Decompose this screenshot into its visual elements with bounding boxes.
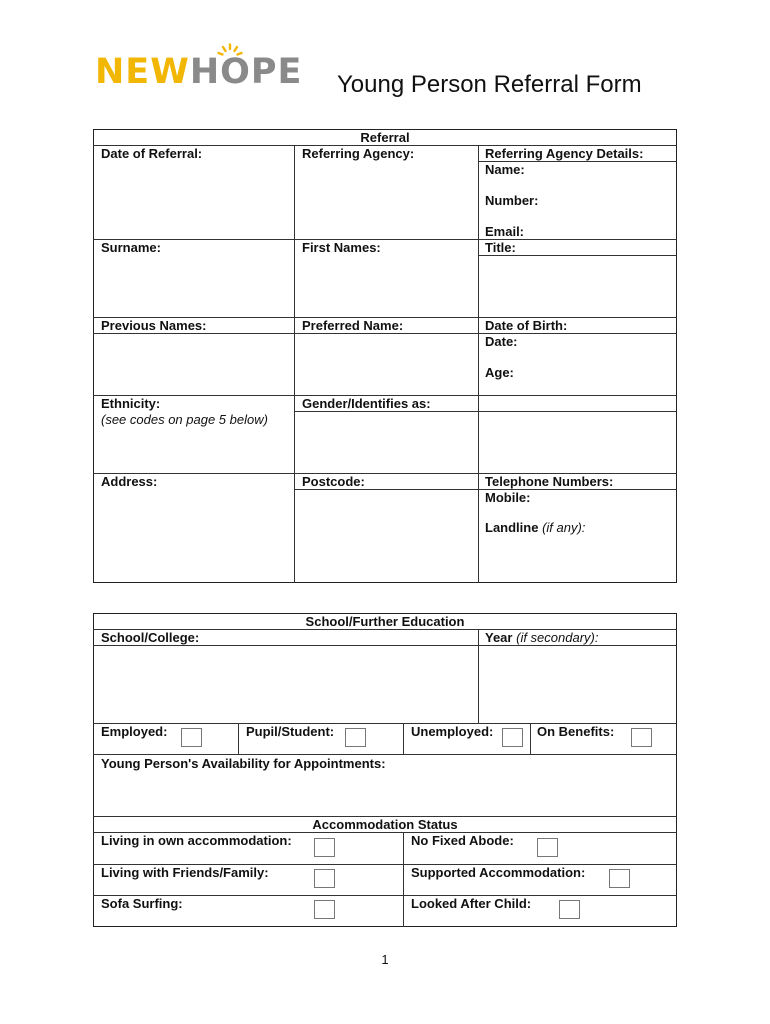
- logo-new: NEW: [95, 52, 190, 92]
- previous-names-label: Previous Names:: [101, 318, 207, 333]
- looked-after-child-checkbox[interactable]: [559, 900, 580, 919]
- on-benefits-label: On Benefits:: [537, 724, 615, 739]
- availability-label: Young Person's Availability for Appointments:: [101, 756, 386, 771]
- unemployed-checkbox[interactable]: [502, 728, 523, 747]
- friends-family-label: Living with Friends/Family:: [101, 865, 269, 880]
- own-accommodation-label: Living in own accommodation:: [101, 833, 292, 848]
- age-label: Age:: [485, 365, 514, 380]
- agency-name-label: Name:: [485, 162, 525, 177]
- title-label: Title:: [485, 240, 516, 255]
- mobile-label: Mobile:: [485, 490, 531, 505]
- no-fixed-abode-label: No Fixed Abode:: [411, 833, 514, 848]
- referral-section-title: Referral: [360, 130, 410, 145]
- preferred-name-label: Preferred Name:: [302, 318, 404, 333]
- year-text: Year: [485, 630, 513, 645]
- newhope-logo: [95, 43, 310, 93]
- accommodation-section-title: Accommodation Status: [312, 817, 458, 832]
- telephone-label: Telephone Numbers:: [485, 474, 614, 489]
- friends-family-checkbox[interactable]: [314, 869, 335, 888]
- pupil-student-label: Pupil/Student:: [246, 724, 335, 739]
- date-of-birth-label: Date of Birth:: [485, 318, 568, 333]
- logo-wordmark: [95, 52, 303, 92]
- logo-hope: HOPE: [189, 52, 303, 92]
- no-fixed-abode-checkbox[interactable]: [537, 838, 558, 857]
- supported-accommodation-checkbox[interactable]: [609, 869, 630, 888]
- pupil-student-checkbox[interactable]: [345, 728, 366, 747]
- landline-note: (if any):: [542, 520, 586, 535]
- referral-table: [93, 129, 677, 583]
- year-note: (if secondary):: [516, 630, 599, 645]
- sofa-surfing-checkbox[interactable]: [314, 900, 335, 919]
- date-of-referral-label: Date of Referral:: [101, 146, 203, 161]
- ethnicity-label: Ethnicity:: [101, 396, 161, 411]
- employed-checkbox[interactable]: [181, 728, 202, 747]
- page-title: Young Person Referral Form: [337, 71, 642, 98]
- school-college-label: School/College:: [101, 630, 200, 645]
- agency-details-label: Referring Agency Details:: [485, 146, 644, 161]
- supported-accommodation-label: Supported Accommodation:: [411, 865, 586, 880]
- first-names-label: First Names:: [302, 240, 381, 255]
- year-label: [485, 630, 598, 645]
- sofa-surfing-label: Sofa Surfing:: [101, 896, 183, 911]
- dob-date-label: Date:: [485, 334, 518, 349]
- referring-agency-label: Referring Agency:: [302, 146, 415, 161]
- looked-after-child-label: Looked After Child:: [411, 896, 532, 911]
- page-number: 1: [381, 952, 389, 967]
- on-benefits-checkbox[interactable]: [631, 728, 652, 747]
- ethnicity-note: (see codes on page 5 below): [101, 412, 268, 427]
- address-label: Address:: [101, 474, 158, 489]
- surname-label: Surname:: [101, 240, 161, 255]
- agency-number-label: Number:: [485, 193, 539, 208]
- gender-label: Gender/Identifies as:: [302, 396, 431, 411]
- unemployed-label: Unemployed:: [411, 724, 494, 739]
- own-accommodation-checkbox[interactable]: [314, 838, 335, 857]
- agency-email-label: Email:: [485, 224, 525, 239]
- employed-label: Employed:: [101, 724, 168, 739]
- postcode-label: Postcode:: [302, 474, 365, 489]
- landline-text: Landline: [485, 520, 539, 535]
- landline-label: [485, 520, 585, 535]
- education-section-title: School/Further Education: [305, 614, 465, 629]
